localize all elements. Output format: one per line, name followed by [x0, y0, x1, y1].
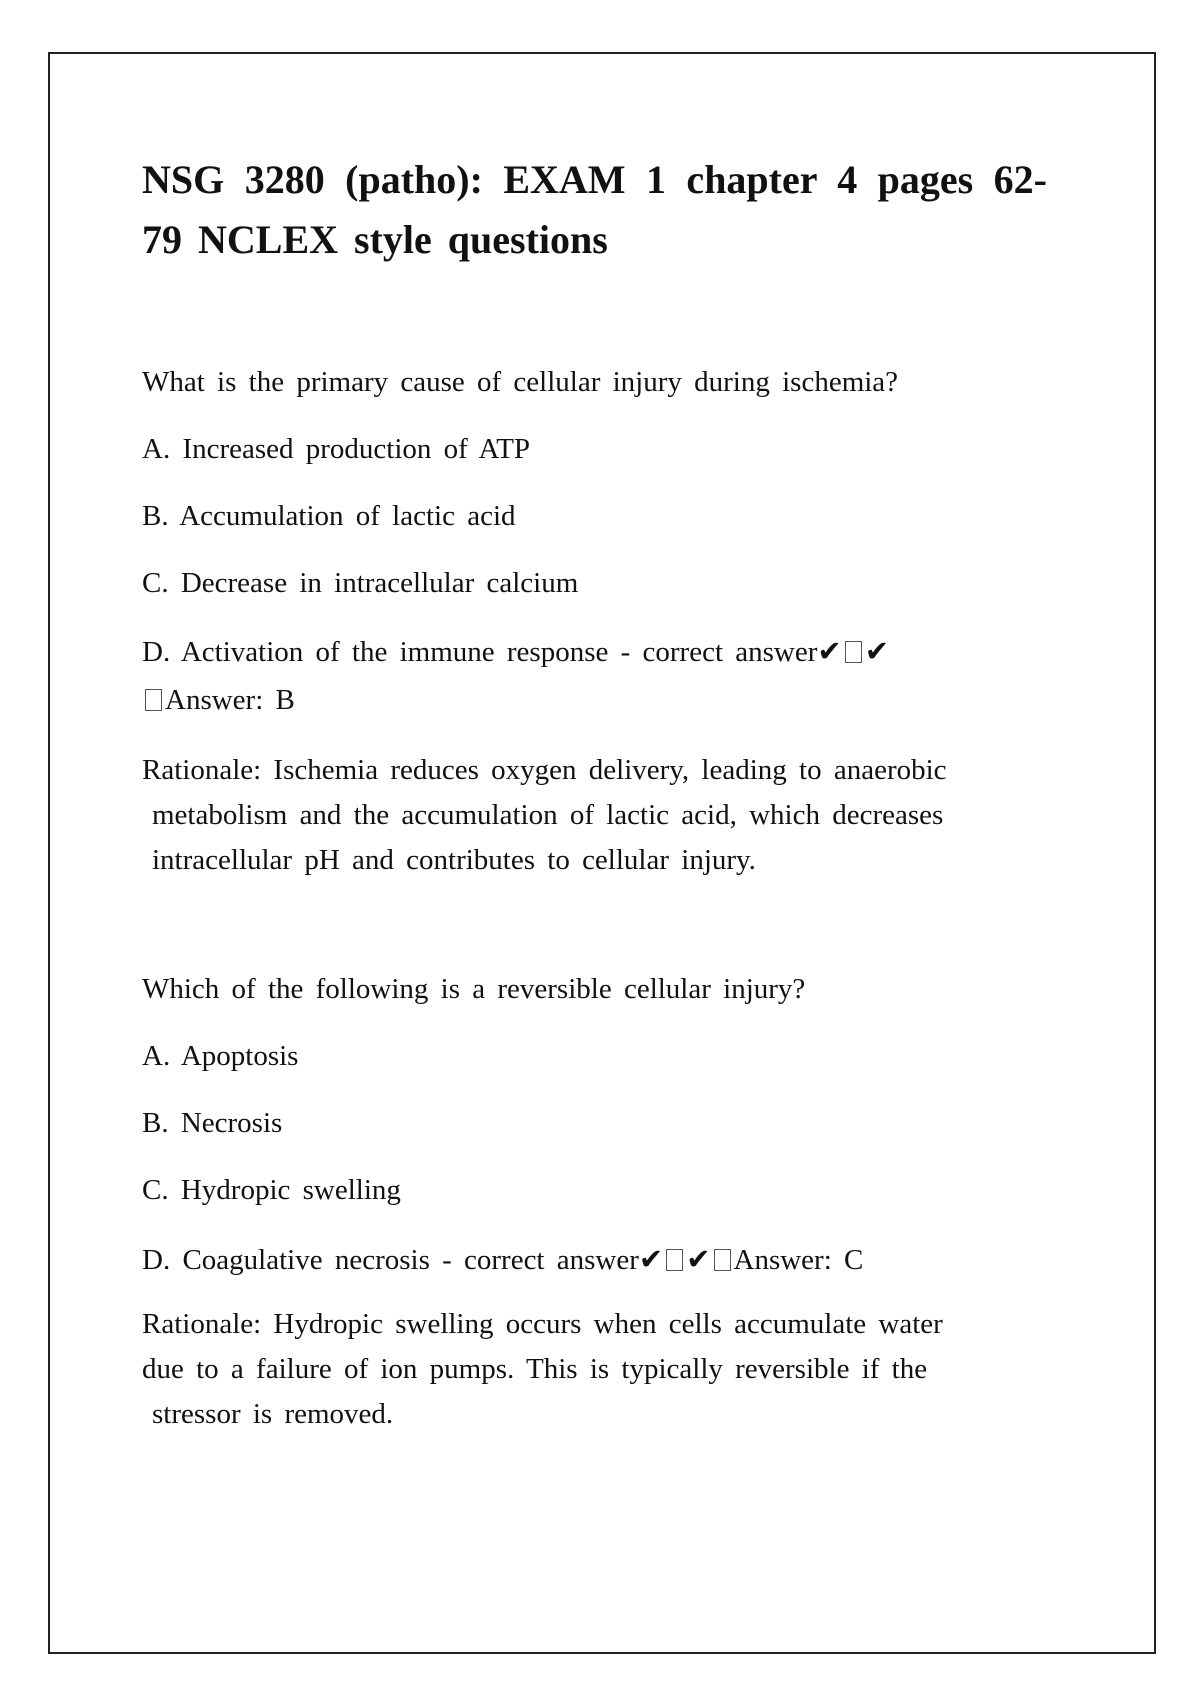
checkmark-icon: ✔: [817, 634, 842, 668]
question-block-2: [142, 971, 1047, 1437]
rationale-line: Rationale: Ischemia reduces oxygen delivery, leading to anaerobic: [142, 754, 947, 786]
rationale: [142, 1302, 1047, 1437]
missing-glyph-icon: [714, 1249, 731, 1271]
answer-option-b: B. Necrosis: [142, 1107, 283, 1139]
answer-option-d: [142, 627, 1047, 724]
option-d-text: D. Activation of the immune response - correct answer: [142, 636, 818, 668]
correct-answer: Answer: C: [733, 1244, 864, 1276]
rationale: [142, 748, 1047, 883]
question-stem: What is the primary cause of cellular injury during ischemia?: [142, 366, 899, 398]
answer-option-b: B. Accumulation of lactic acid: [142, 500, 516, 532]
answer-option-c: C. Decrease in intracellular calcium: [142, 567, 579, 599]
missing-glyph-icon: [845, 641, 862, 663]
missing-glyph-icon: [666, 1249, 683, 1271]
checkmark-icon: ✔: [638, 1242, 664, 1276]
answer-option-a: A. Increased production of ATP: [142, 433, 531, 465]
document-title: NSG 3280 (patho): EXAM 1 chapter 4 pages 62-79 NCLEX style questions: [142, 157, 1047, 262]
missing-glyph-icon: [145, 689, 162, 711]
correct-answer: Answer: B: [165, 684, 295, 716]
answer-option-c: C. Hydropic swelling: [142, 1174, 401, 1206]
document-body: [142, 150, 1047, 1437]
checkmark-icon: ✔: [864, 634, 890, 668]
rationale-line: Rationale: Hydropic swelling occurs when cells accumulate water: [142, 1308, 943, 1340]
answer-option-a: A. Apoptosis: [142, 1040, 299, 1072]
rationale-line: intracellular pH and contributes to cellular injury.: [152, 844, 756, 876]
question-block-1: [142, 364, 1047, 883]
rationale-line: stressor is removed.: [152, 1398, 394, 1430]
option-d-text: D. Coagulative necrosis - correct answer: [142, 1244, 639, 1276]
rationale-line: due to a failure of ion pumps. This is typically reversible if the: [142, 1353, 928, 1385]
question-stem: Which of the following is a reversible cellular injury?: [142, 973, 806, 1005]
answer-option-d: [142, 1241, 1047, 1278]
checkmark-icon: ✔: [686, 1242, 711, 1276]
rationale-line: metabolism and the accumulation of lactic acid, which decreases: [152, 799, 944, 831]
